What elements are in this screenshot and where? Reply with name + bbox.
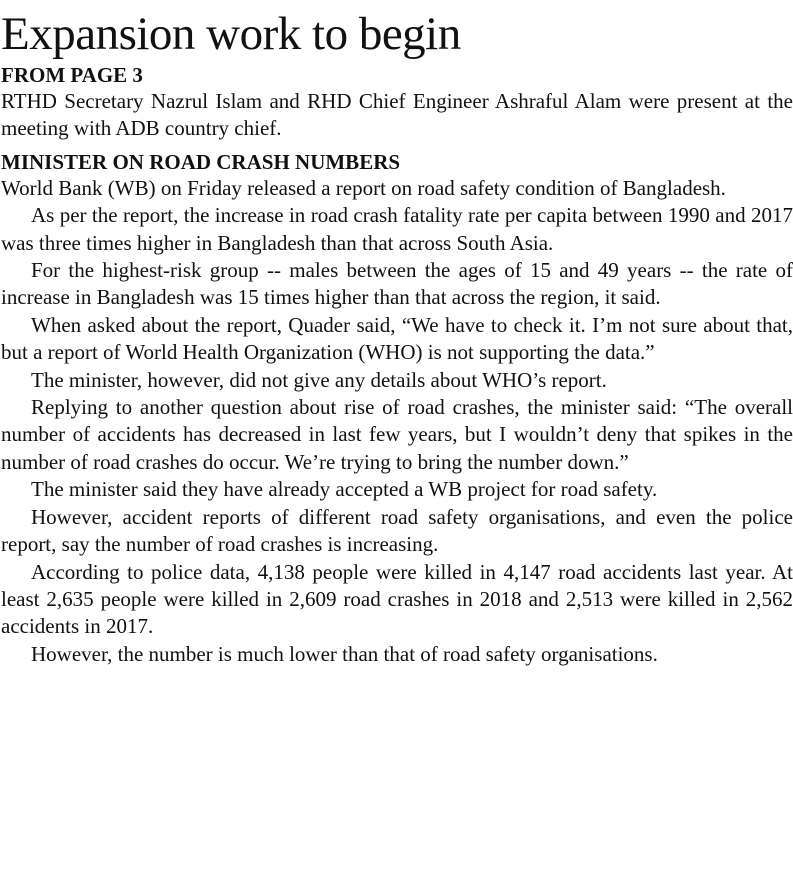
article-headline: Expansion work to begin: [1, 8, 461, 60]
body-paragraph: Replying to another question about rise of road crashes, the minister said: “The overall number of accidents has decreased in last few years, but I wouldn’t deny that spikes in the number of road crashes do occur. We’re trying to bring the number down.”: [1, 395, 793, 474]
body-paragraph: For the highest-risk group -- males between the ages of 15 and 49 years -- the rate of increase in Bangladesh was 15 times higher than that across the region, it said.: [1, 258, 793, 310]
body-paragraph: As per the report, the increase in road crash fatality rate per capita between 1990 and 2017 was three times higher in Bangladesh than that across South Asia.: [1, 203, 793, 255]
jump-line: FROM PAGE 3: [1, 63, 143, 87]
intro-paragraph: RTHD Secretary Nazrul Islam and RHD Chief Engineer Ashraful Alam were present at the meeting with ADB country chief.: [1, 89, 793, 141]
body-paragraph: However, accident reports of different road safety organisations, and even the police report, say the number of road crashes is increasing.: [1, 504, 793, 557]
body-paragraph: The minister, however, did not give any details about WHO’s report.: [31, 367, 607, 392]
body-paragraph: According to police data, 4,138 people were killed in 4,147 road accidents last year. At least 2,635 people were killed in 2,609 road crashes in 2018 and 2,513 were killed in 2,562 accidents in 2017.: [1, 559, 793, 639]
section-heading: MINISTER ON ROAD CRASH NUMBERS: [1, 149, 401, 174]
body-paragraph: World Bank (WB) on Friday released a report on road safety condition of Bangladesh.: [1, 175, 726, 200]
body-paragraph: When asked about the report, Quader said, “We have to check it. I’m not sure about that, but a report of World Health Organization (WHO) is not supporting the data.”: [1, 312, 793, 365]
body-paragraph: The minister said they have already accepted a WB project for road safety.: [31, 477, 658, 502]
body-paragraph: However, the number is much lower than that of road safety organisations.: [31, 641, 658, 666]
